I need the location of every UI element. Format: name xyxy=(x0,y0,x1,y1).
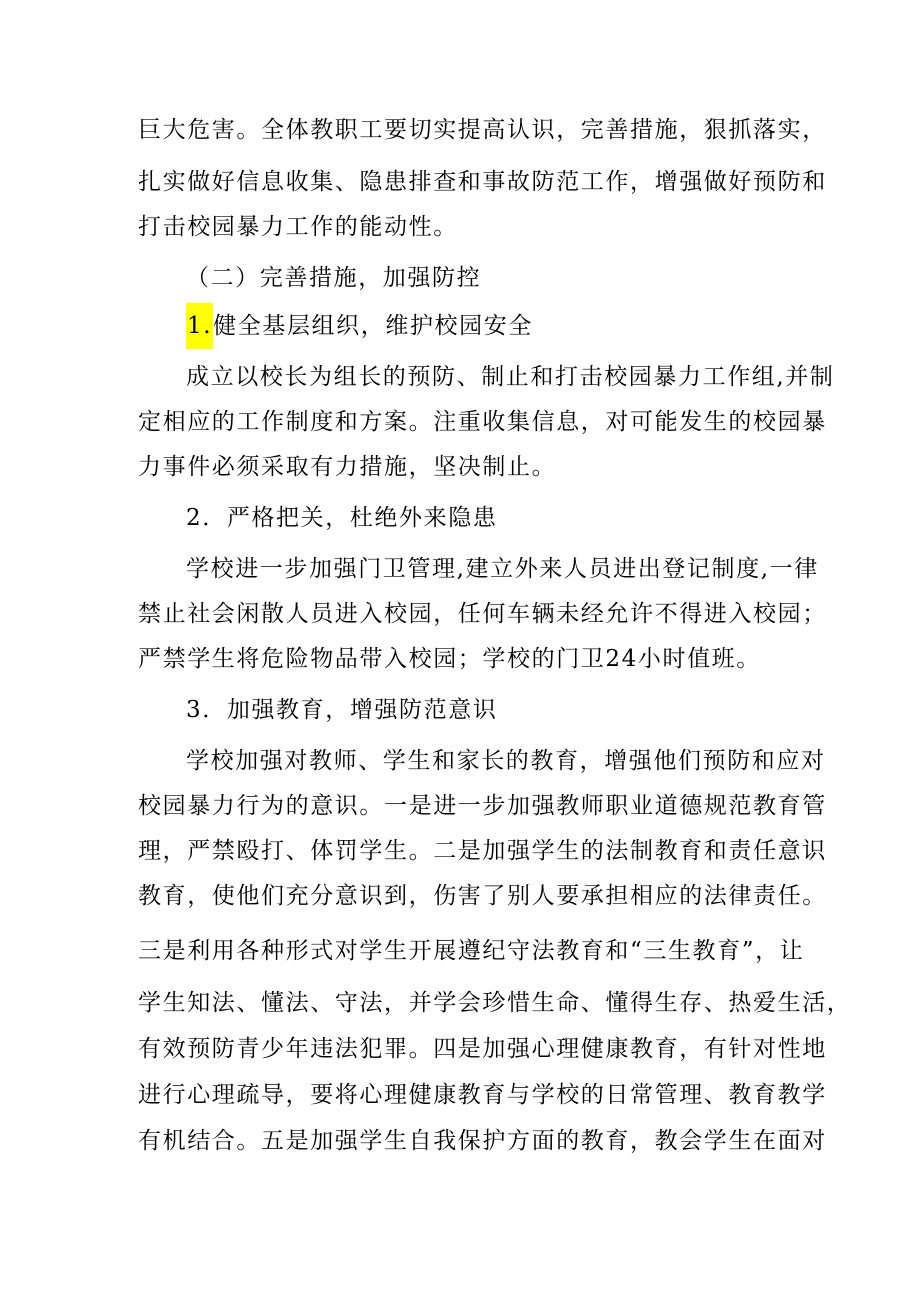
body-text-line: 学校加强对教师、学生和家长的教育，增强他们预防和应对 xyxy=(186,748,826,774)
body-text-line: 有效预防青少年违法犯罪。四是加强心理健康教育，有针对性地 xyxy=(138,1036,827,1062)
body-text-line: 教育，使他们充分意识到，伤害了别人要承担相应的法律责任。 xyxy=(138,883,827,909)
body-text-line: 有机结合。五是加强学生自我保护方面的教育，教会学生在面对 xyxy=(138,1128,827,1154)
body-text-line: 巨大危害。全体教职工要切实提高认识，完善措施，狠抓落实， xyxy=(138,117,827,143)
subsection-heading-text: 健全基层组织，维护校园安全 xyxy=(213,313,533,339)
highlighted-number: 1. xyxy=(186,303,213,349)
subsection-heading-3: 3．加强教育，增强防范意识 xyxy=(186,697,498,723)
body-text-line: 三是利用各种形式对学生开展遵纪守法教育和“三生教育”，让 xyxy=(138,938,805,964)
body-text-line: 学生知法、懂法、守法，并学会珍惜生命、懂得生存、热爱生活， xyxy=(138,990,852,1016)
body-text-line: 扎实做好信息收集、隐患排查和事故防范工作，增强做好预防和 xyxy=(138,169,827,195)
body-text-line: 成立以校长为组长的预防、制止和打击校园暴力工作组,并制 xyxy=(186,364,835,390)
section-heading: （二）完善措施，加强防控 xyxy=(186,265,482,291)
subsection-heading-1 xyxy=(186,309,846,343)
body-text-line: 进行心理疏导，要将心理健康教育与学校的日常管理、教育教学 xyxy=(138,1082,827,1108)
body-text-line: 理，严禁殴打、体罚学生。二是加强学生的法制教育和责任意识 xyxy=(138,838,827,864)
body-text-line: 打击校园暴力工作的能动性。 xyxy=(138,214,458,240)
body-text-line: 严禁学生将危险物品带入校园；学校的门卫24小时值班。 xyxy=(138,646,761,672)
body-text-line: 定相应的工作制度和方案。注重收集信息，对可能发生的校园暴 xyxy=(138,409,827,435)
subsection-heading-2: 2．严格把关，杜绝外来隐患 xyxy=(186,505,498,531)
body-text-line: 校园暴力行为的意识。一是进一步加强教师职业道德规范教育管 xyxy=(138,793,827,819)
body-text-line: 力事件必须采取有力措施，坚决制止。 xyxy=(138,454,557,480)
body-text-line: 禁止社会闲散人员进入校园，任何车辆未经允许不得进入校园； xyxy=(138,601,827,627)
body-text-line: 学校进一步加强门卫管理,建立外来人员进出登记制度,一律 xyxy=(186,556,819,582)
